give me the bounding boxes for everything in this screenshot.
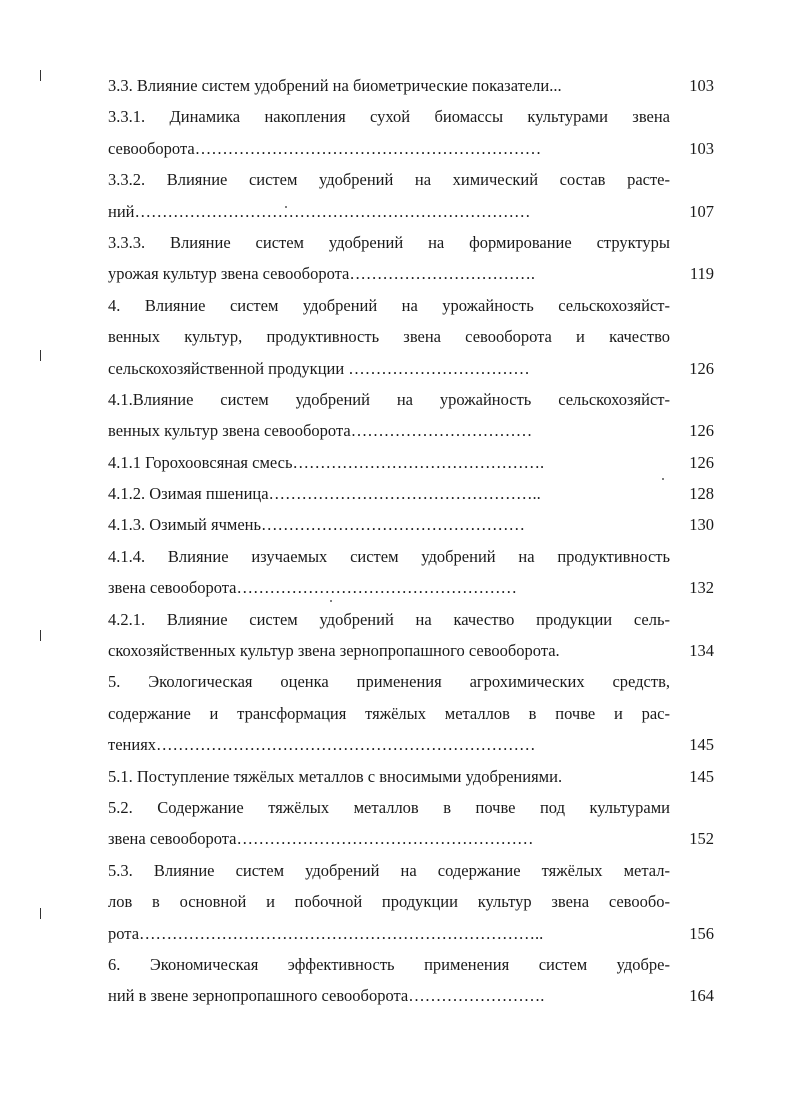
toc-line xyxy=(108,953,714,984)
toc-line xyxy=(108,827,714,858)
toc-entry-text: 3.3.3. Влияние систем удобрений на формирование структуры xyxy=(108,232,670,252)
toc-line xyxy=(108,294,714,325)
toc-entry-text: 6. Экономическая эффективность применения систем удобре- xyxy=(108,954,670,974)
toc-entry-text: 4.1.4. Влияние изучаемых систем удобрений на продуктивность xyxy=(108,546,670,566)
toc-entry-text: рота……………………………………………………………….. xyxy=(108,923,544,943)
toc-entry-text: 4.1.Влияние систем удобрений на урожайность сельскохозяйст- xyxy=(108,389,670,409)
binding-hole-mark xyxy=(40,70,41,81)
toc-line xyxy=(108,200,714,231)
toc-line xyxy=(108,859,714,890)
toc-page-number: 134 xyxy=(689,641,714,661)
toc-entry-text: ний……………………………………………………………… xyxy=(108,201,531,221)
toc-entry-text: тениях…………………………………………………………… xyxy=(108,735,536,755)
toc-entry-text: 4.1.2. Озимая пшеница………………………………………….. xyxy=(108,484,541,504)
toc-entry-text: 3.3.1. Динамика накопления сухой биомассы культурами звена xyxy=(108,107,670,127)
toc-page-number: 164 xyxy=(689,986,714,1006)
toc-entry-text: 3.3. Влияние систем удобрений на биометрические показатели... xyxy=(108,76,562,95)
toc-page-number: 126 xyxy=(689,421,714,441)
toc-line xyxy=(108,608,714,639)
toc-line xyxy=(108,545,714,576)
toc-page-number: 156 xyxy=(689,923,714,943)
toc-entry-text: 4.1.1 Горохоовсяная смесь………………………………………. xyxy=(108,452,545,472)
toc-entry-text: звена севооборота…………………………………………… xyxy=(108,578,518,598)
toc-entry-text: 4. Влияние систем удобрений на урожайность сельскохозяйст- xyxy=(108,295,670,315)
toc-page-number: 103 xyxy=(689,76,714,95)
toc-line xyxy=(108,796,714,827)
binding-hole-mark xyxy=(40,630,41,641)
toc-line xyxy=(108,357,714,388)
toc-line xyxy=(108,451,714,482)
toc-entry-text: 3.3.2. Влияние систем удобрений на химический состав расте- xyxy=(108,170,670,190)
toc-line xyxy=(108,325,714,356)
toc-page-number: 145 xyxy=(689,735,714,755)
toc-line xyxy=(108,137,714,168)
toc-entry-text: 5.2. Содержание тяжёлых металлов в почве под культурами xyxy=(108,797,670,817)
toc-line xyxy=(108,262,714,293)
toc-page-number: 128 xyxy=(689,484,714,504)
toc-page-number: 126 xyxy=(689,452,714,472)
table-of-contents xyxy=(108,74,714,1016)
toc-entry-text: урожая культур звена севооборота……………………………. xyxy=(108,264,535,284)
toc-line xyxy=(108,733,714,764)
toc-line xyxy=(108,576,714,607)
toc-page-number: 145 xyxy=(689,766,714,786)
toc-entry-text: 5.1. Поступление тяжёлых металлов с вносимыми удобрениями. xyxy=(108,766,563,786)
toc-entry-text: 4.1.3. Озимый ячмень………………………………………… xyxy=(108,515,526,535)
toc-entry-text: сельскохозяйственной продукции …………………………… xyxy=(108,358,530,378)
toc-line xyxy=(108,639,714,670)
toc-page-number: 130 xyxy=(689,515,714,535)
toc-page-number: 126 xyxy=(689,358,714,378)
toc-entry-text: звена севооборота……………………………………………… xyxy=(108,829,534,849)
toc-page-number: 152 xyxy=(689,829,714,849)
toc-entry-text: лов в основной и побочной продукции культур звена севообо- xyxy=(108,892,670,912)
toc-line xyxy=(108,74,714,105)
toc-line xyxy=(108,890,714,921)
toc-entry-text: 4.2.1. Влияние систем удобрений на качество продукции сель- xyxy=(108,609,670,629)
binding-hole-mark xyxy=(40,350,41,361)
toc-entry-text: венных культур, продуктивность звена севооборота и качество xyxy=(108,327,670,347)
toc-line xyxy=(108,419,714,450)
toc-line xyxy=(108,168,714,199)
toc-entry-text: севооборота……………………………………………………… xyxy=(108,138,542,158)
toc-page-number: 132 xyxy=(689,578,714,598)
toc-line xyxy=(108,482,714,513)
toc-entry-text: ний в звене зернопропашного севооборота……………………. xyxy=(108,986,545,1006)
toc-page-number: 107 xyxy=(689,201,714,221)
toc-line xyxy=(108,513,714,544)
toc-line xyxy=(108,670,714,701)
toc-page-number: 119 xyxy=(689,264,714,284)
toc-line xyxy=(108,388,714,419)
toc-line xyxy=(108,922,714,953)
binding-hole-mark xyxy=(40,908,41,919)
toc-entry-text: венных культур звена севооборота…………………………… xyxy=(108,421,533,441)
toc-entry-text: содержание и трансформация тяжёлых металлов в почве и рас- xyxy=(108,703,670,723)
toc-line xyxy=(108,984,714,1015)
toc-entry-text: 5. Экологическая оценка применения агрохимических средств, xyxy=(108,672,670,692)
toc-entry-text: 5.3. Влияние систем удобрений на содержание тяжёлых метал- xyxy=(108,860,670,880)
toc-line xyxy=(108,765,714,796)
toc-line xyxy=(108,231,714,262)
toc-page-number: 103 xyxy=(689,138,714,158)
toc-line xyxy=(108,105,714,136)
toc-entry-text: скохозяйственных культур звена зернопропашного севооборота. xyxy=(108,641,560,661)
toc-line xyxy=(108,702,714,733)
